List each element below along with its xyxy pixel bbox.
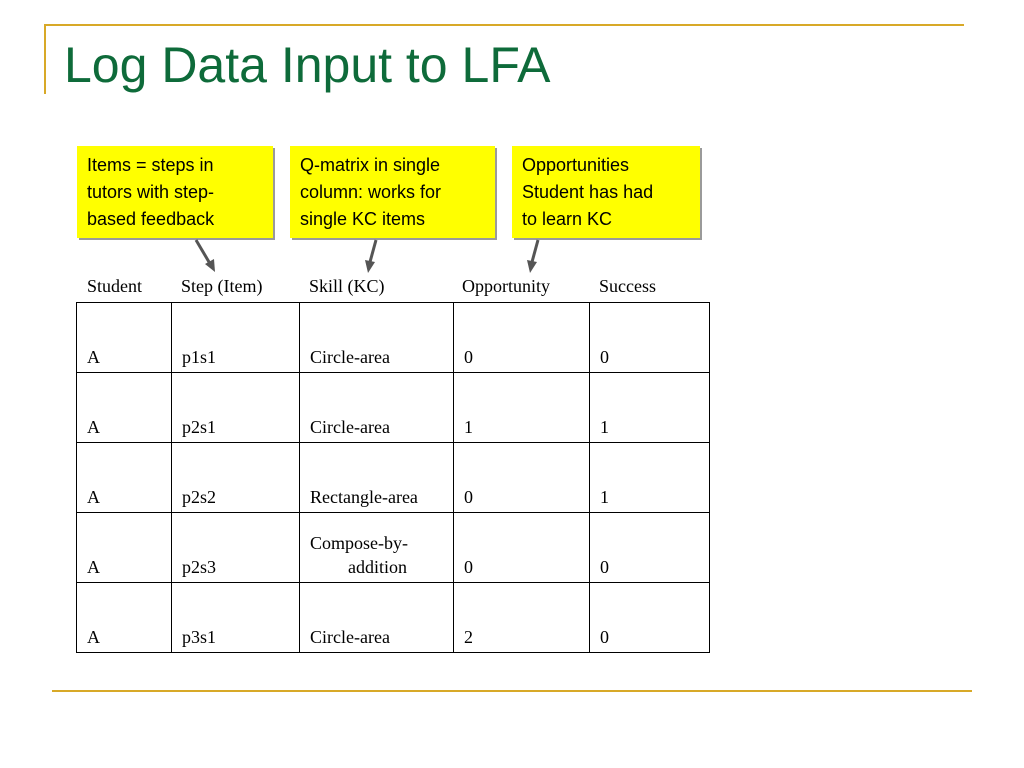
cell-step: p3s1 <box>182 627 217 647</box>
cell-success: 1 <box>600 417 609 437</box>
cell-step: p2s2 <box>182 487 217 507</box>
header-opportunity: Opportunity <box>462 276 550 296</box>
cell-skill: Circle-area <box>310 417 390 437</box>
cell-student: A <box>87 557 100 577</box>
callout-line: column: works for <box>300 182 442 202</box>
cell-skill-line2: addition <box>348 557 407 577</box>
header-skill: Skill (KC) <box>309 276 385 296</box>
cell-opportunity: 2 <box>464 627 473 647</box>
header-step: Step (Item) <box>181 276 263 296</box>
table-row <box>77 303 710 373</box>
cell-step: p2s1 <box>182 417 217 437</box>
cell-skill: Circle-area <box>310 627 390 647</box>
cell-student: A <box>87 627 100 647</box>
cell-opportunity: 0 <box>464 557 473 577</box>
callout-line: based feedback <box>87 209 215 229</box>
callout-line: Opportunities <box>522 155 630 175</box>
arrow-opportunities <box>532 240 538 262</box>
cell-opportunity: 0 <box>464 487 473 507</box>
table-row <box>77 583 710 653</box>
cell-success: 0 <box>600 557 609 577</box>
callout-line: single KC items <box>300 209 426 229</box>
table-row <box>77 443 710 513</box>
arrowhead-opportunities <box>527 260 537 273</box>
cell-student: A <box>87 487 100 507</box>
callout-opportunities <box>512 146 700 238</box>
callout-items <box>77 146 273 238</box>
arrow-q-matrix <box>370 240 376 262</box>
header-student: Student <box>87 276 143 296</box>
table-row <box>77 513 710 583</box>
callout-line: Q-matrix in single <box>300 155 441 175</box>
log-data-table <box>76 302 710 653</box>
slide-title: Log Data Input to LFA <box>64 37 551 93</box>
cell-skill: Circle-area <box>310 347 390 367</box>
callout-line: Student has had <box>522 182 654 202</box>
arrowhead-q-matrix <box>365 260 375 273</box>
frame-left-rule <box>44 24 46 94</box>
cell-success: 0 <box>600 627 609 647</box>
callout-line: tutors with step- <box>87 182 215 202</box>
frame-bottom-rule <box>52 690 972 692</box>
cell-opportunity: 0 <box>464 347 473 367</box>
cell-step: p1s1 <box>182 347 217 367</box>
cell-opportunity: 1 <box>464 417 473 437</box>
cell-student: A <box>87 417 100 437</box>
arrowhead-items <box>205 259 215 272</box>
callout-line: Items = steps in <box>87 155 214 175</box>
callout-line: to learn KC <box>522 209 613 229</box>
cell-step: p2s3 <box>182 557 217 577</box>
header-success: Success <box>599 276 656 296</box>
callout-q-matrix <box>290 146 495 238</box>
cell-skill <box>310 531 453 582</box>
table-row <box>77 373 710 443</box>
cell-skill-line1: Compose-by- <box>310 533 408 553</box>
cell-skill: Rectangle-area <box>310 487 418 507</box>
arrow-items <box>196 240 209 262</box>
cell-success: 1 <box>600 487 609 507</box>
cell-success: 0 <box>600 347 609 367</box>
frame-top-rule <box>44 24 964 26</box>
cell-student: A <box>87 347 100 367</box>
